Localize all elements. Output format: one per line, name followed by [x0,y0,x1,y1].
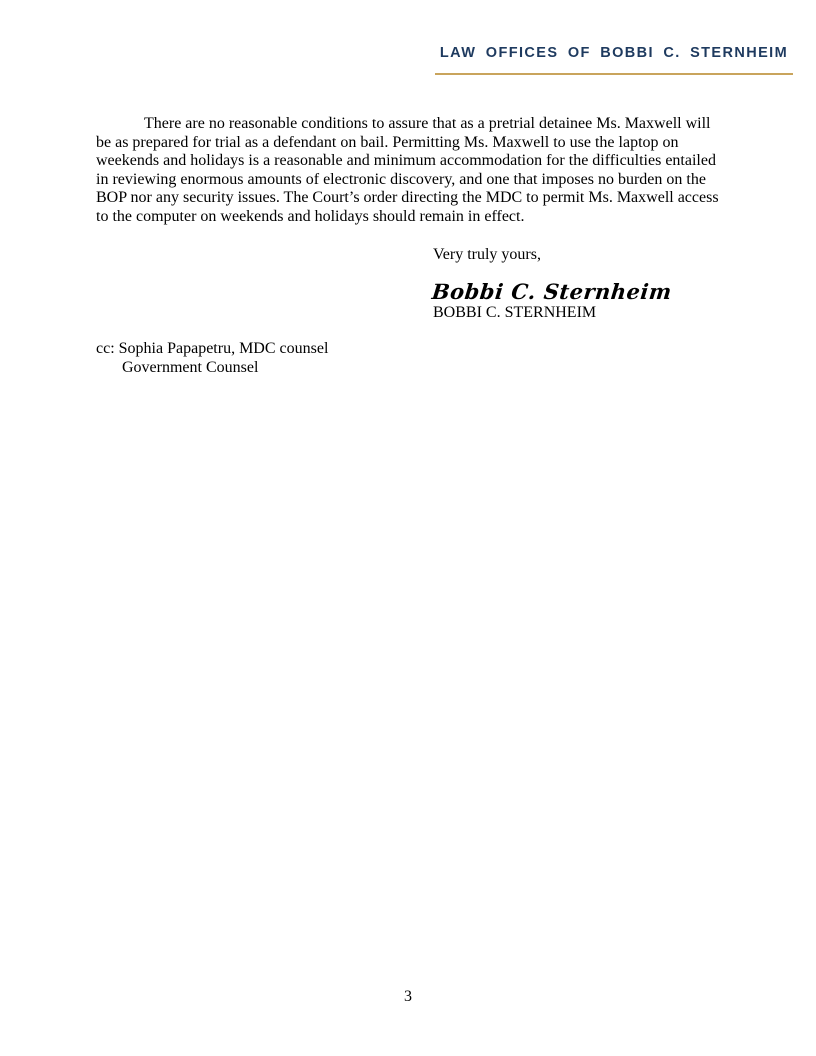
cc-line-1: cc: Sophia Papapetru, MDC counsel [96,340,329,357]
typed-signature-name: BOBBI C. STERNHEIM [433,304,597,321]
closing-line: Very truly yours, [433,246,541,263]
page-number: 3 [404,988,412,1005]
handwritten-signature: Bobbi C. Sternheim [430,279,674,304]
cc-block [96,340,328,377]
body-paragraph: There are no reasonable conditions to assure that as a pretrial detainee Ms. Maxwell will be as prepared for trial as a defendant on bail. Permitting Ms. Maxwell to use the laptop on weekends and holidays is a reasonable and minimum accommodation for the difficulties entailed in reviewing enormous amounts of electronic discovery, and one that imposes no burden on the BOP nor any security issues. The Court’s order directing the MDC to permit Ms. Maxwell access to the computer on weekends and holidays should remain in effect. [96,115,719,225]
letterhead-firm-name: LAW OFFICES OF BOBBI C. STERNHEIM [439,45,789,61]
letterhead-rule [435,73,793,75]
cc-line-2: Government Counsel [122,358,259,376]
